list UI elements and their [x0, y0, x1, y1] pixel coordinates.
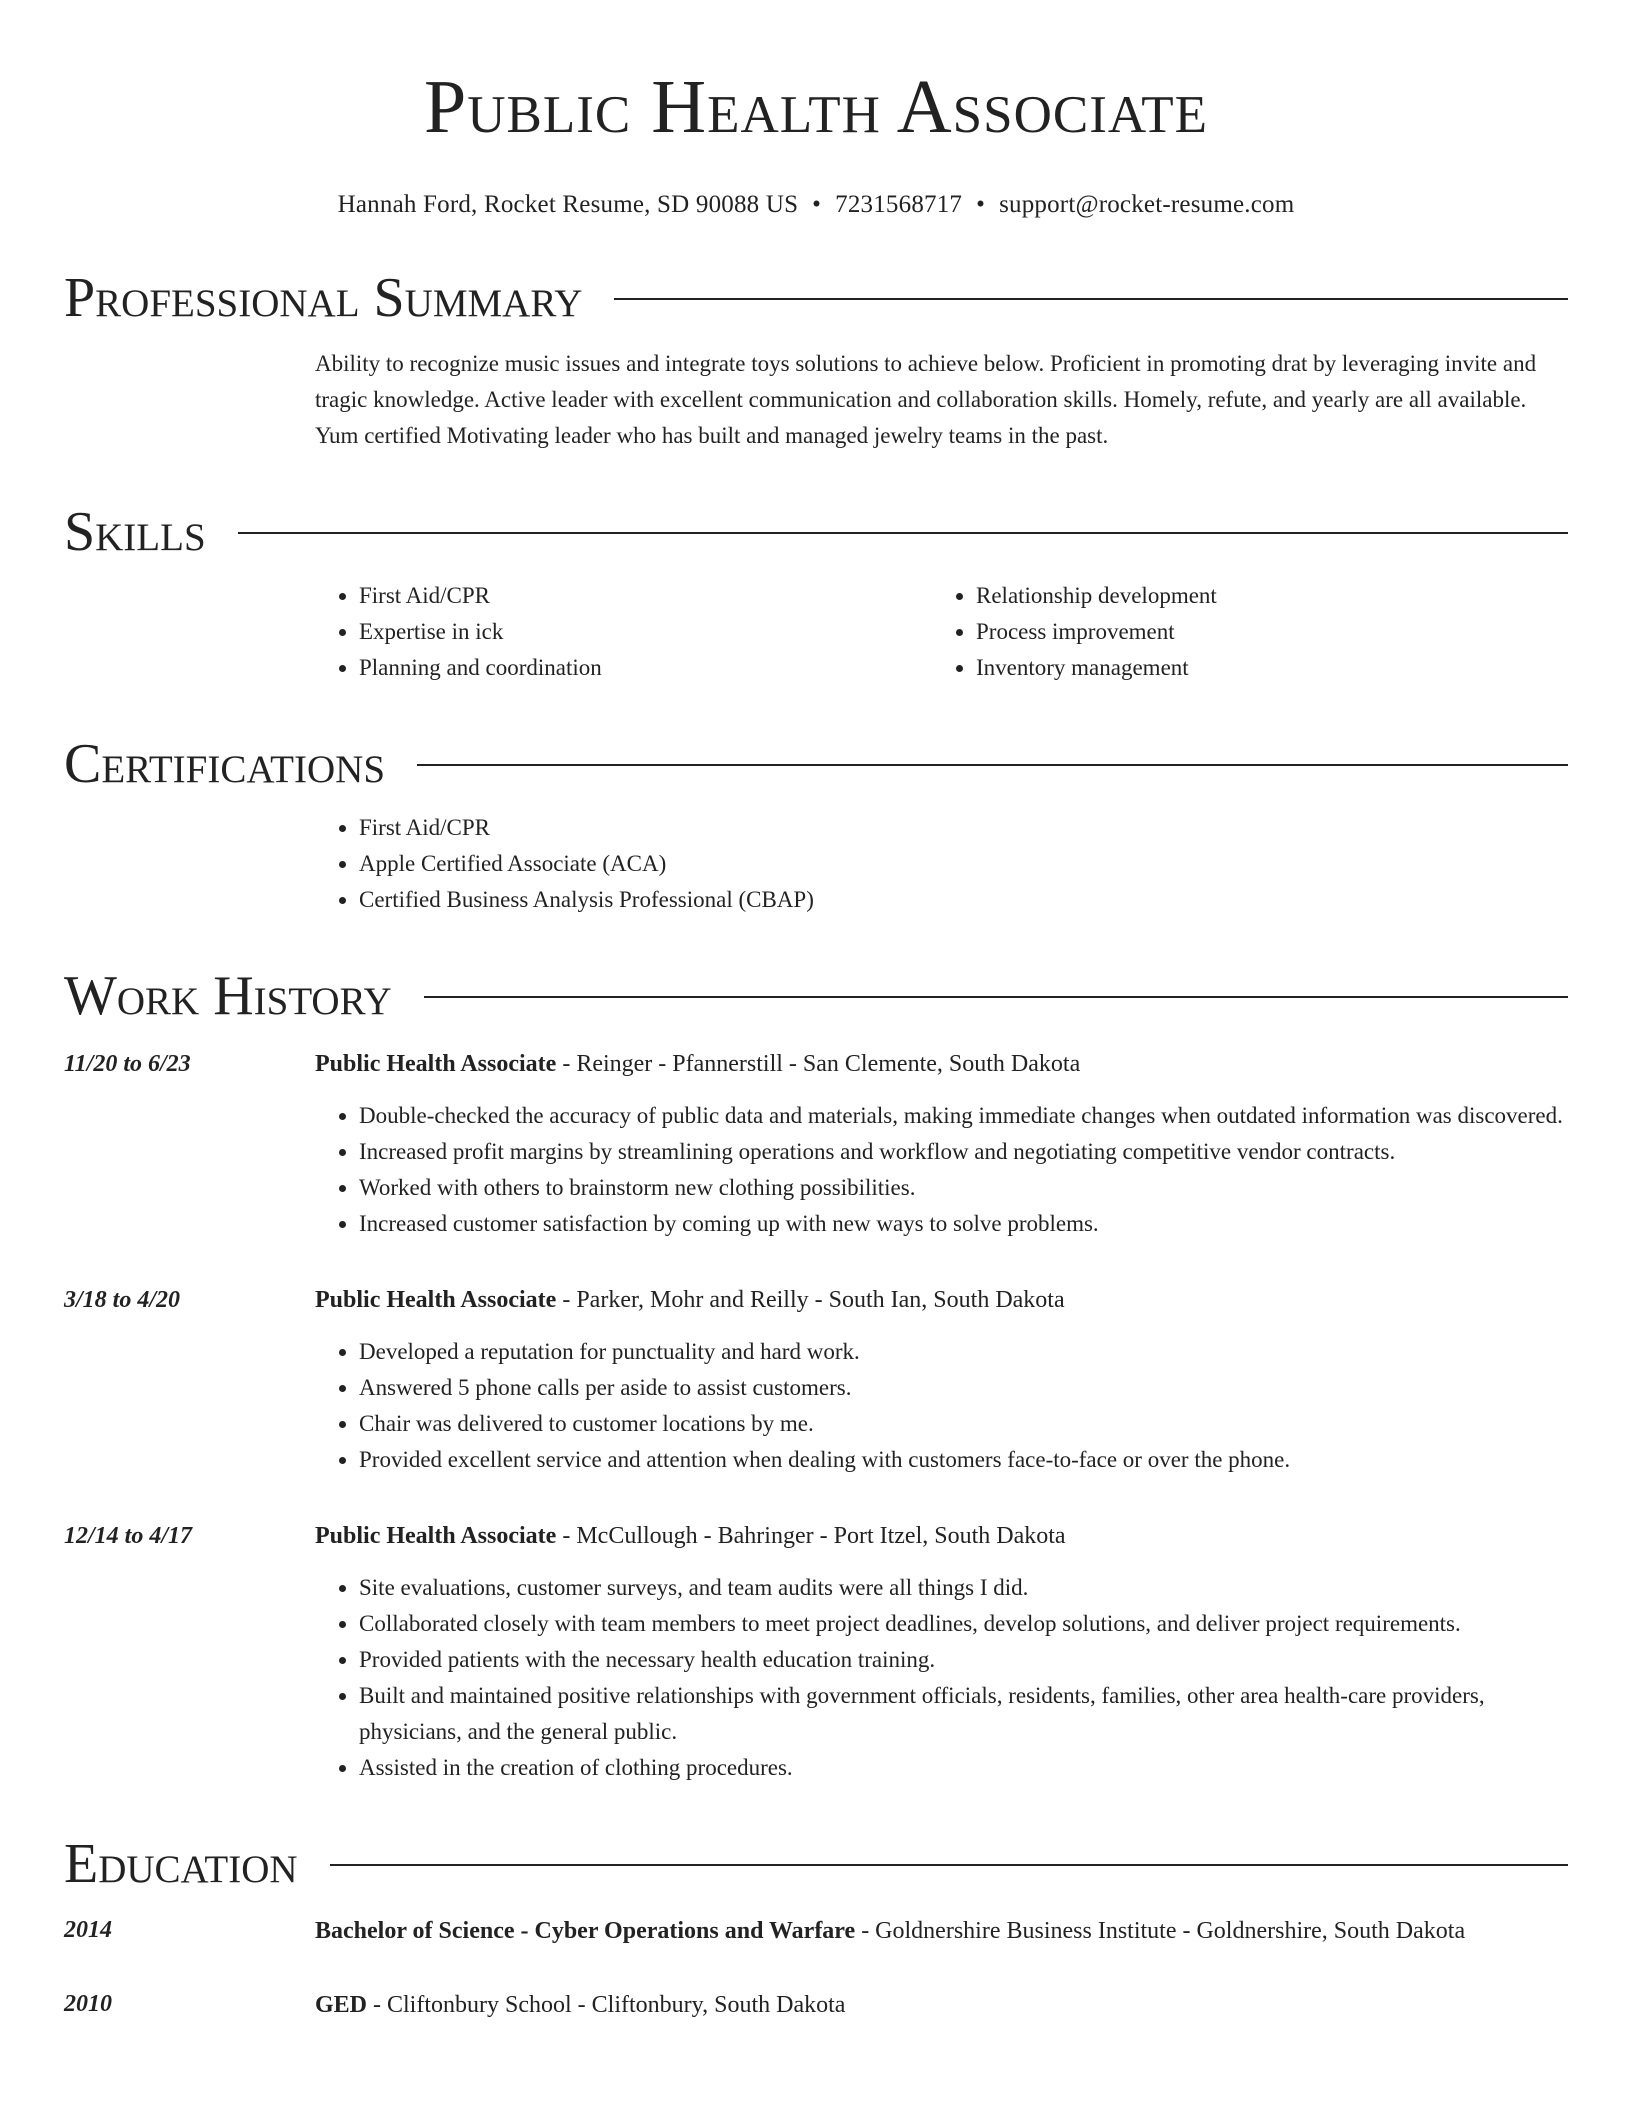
- education-degree: Bachelor of Science - Cyber Operations and Warfare: [315, 1918, 856, 1944]
- skills-list-right: [932, 578, 1549, 686]
- certification-item: • First Aid/CPR: [359, 810, 1568, 846]
- education-year: 2014: [64, 1917, 112, 1943]
- section-divider: [330, 1864, 1568, 1866]
- job-bullet: • Double-checked the accuracy of public data and materials, making immediate changes when outdated information was discovered.: [359, 1098, 1568, 1134]
- skills-grid: [315, 578, 1568, 686]
- section-title-summary: Professional Summary: [64, 267, 583, 329]
- contact-separator: •: [812, 191, 822, 218]
- contact-line: [64, 190, 1568, 220]
- job-entry: [64, 1046, 1568, 1242]
- education-title-line: [315, 1912, 1568, 1950]
- job-bullet: • Worked with others to brainstorm new clothing possibilities.: [359, 1170, 1568, 1206]
- section-divider: [238, 532, 1568, 534]
- job-bullet: • Increased profit margins by streamlining operations and workflow and negotiating competitive vendor contracts.: [359, 1134, 1568, 1170]
- summary-text: Ability to recognize music issues and integrate toys solutions to achieve below. Proficient in promoting drat by leveraging invite and tragic knowledge. Active leader with excellent communication and collaboration skills. Homely, refute, and yearly are all available. Yum certified Motivating leader who has built and managed jewelry teams in the past.: [315, 351, 1537, 448]
- certification-item: • Certified Business Analysis Professional (CBAP): [359, 882, 1568, 918]
- education-entry: [64, 1912, 1568, 1950]
- job-title-line: [315, 1518, 1568, 1554]
- education-details: - Cliftonbury School - Cliftonbury, South Dakota: [367, 1992, 846, 2018]
- job-dates: 3/18 to 4/20: [64, 1287, 181, 1313]
- job-dates: 12/14 to 4/17: [64, 1523, 193, 1549]
- job-dates: 11/20 to 6/23: [64, 1051, 191, 1077]
- job-bullet: • Assisted in the creation of clothing procedures.: [359, 1750, 1568, 1786]
- job-bullet: • Increased customer satisfaction by coming up with new ways to solve problems.: [359, 1206, 1568, 1242]
- contact-address: Hannah Ford, Rocket Resume, SD 90088 US: [337, 191, 799, 218]
- section-header-work-history: [64, 966, 1568, 1026]
- job-title-line: [315, 1282, 1568, 1318]
- certifications-list: [315, 810, 1568, 918]
- skill-item: • Process improvement: [976, 614, 1549, 650]
- job-title: Public Health Associate: [315, 1523, 557, 1549]
- section-title-education: Education: [64, 1833, 298, 1895]
- job-bullet: • Provided excellent service and attention when dealing with customers face-to-face or over the phone.: [359, 1442, 1568, 1478]
- education-details: - Goldnershire Business Institute - Goldnershire, South Dakota: [855, 1918, 1466, 1944]
- section-divider: [417, 764, 1568, 766]
- job-bullet: • Site evaluations, customer surveys, and team audits were all things I did.: [359, 1570, 1568, 1606]
- section-header-skills: [64, 502, 1568, 562]
- job-title: Public Health Associate: [315, 1051, 557, 1077]
- contact-separator: •: [976, 191, 986, 218]
- skill-item: • Relationship development: [976, 578, 1549, 614]
- job-title: Public Health Associate: [315, 1287, 557, 1313]
- education-degree: GED: [315, 1992, 368, 2018]
- resume-page: [64, 0, 1568, 2024]
- job-bullet: • Developed a reputation for punctuality and hard work.: [359, 1334, 1568, 1370]
- section-title-certifications: Certifications: [64, 733, 386, 795]
- section-header-certifications: [64, 734, 1568, 794]
- job-bullet: • Collaborated closely with team members to meet project deadlines, develop solutions, and deliver project requirements.: [359, 1606, 1568, 1642]
- job-details: - McCullough - Bahringer - Port Itzel, South Dakota: [556, 1523, 1066, 1549]
- job-bullets: [315, 1334, 1568, 1478]
- job-bullet: • Built and maintained positive relationships with government officials, residents, families, other area health-care providers, physicians, and the general public.: [359, 1678, 1568, 1750]
- job-bullets: [315, 1098, 1568, 1242]
- section-divider: [424, 996, 1568, 998]
- job-entry: [64, 1282, 1568, 1478]
- job-details: - Parker, Mohr and Reilly - South Ian, South Dakota: [556, 1287, 1065, 1313]
- job-bullets: [315, 1570, 1568, 1786]
- skill-item: • Planning and coordination: [359, 650, 932, 686]
- skill-item: • Expertise in ick: [359, 614, 932, 650]
- job-bullet: • Provided patients with the necessary health education training.: [359, 1642, 1568, 1678]
- education-year: 2010: [64, 1991, 112, 2017]
- education-entry: [64, 1986, 1568, 2024]
- contact-email: support@rocket-resume.com: [999, 191, 1295, 218]
- resume-name-title: Public Health Associate: [423, 65, 1209, 149]
- section-divider: [614, 298, 1568, 300]
- job-bullet: • Answered 5 phone calls per aside to assist customers.: [359, 1370, 1568, 1406]
- skill-item: • First Aid/CPR: [359, 578, 932, 614]
- education-title-line: [315, 1986, 1568, 2024]
- job-details: - Reinger - Pfannerstill - San Clemente, South Dakota: [556, 1051, 1081, 1077]
- skills-list-left: [315, 578, 932, 686]
- skill-item: • Inventory management: [976, 650, 1549, 686]
- job-title-line: [315, 1046, 1568, 1082]
- section-header-education: [64, 1834, 1568, 1894]
- section-header-summary: [64, 268, 1568, 328]
- job-bullet: • Chair was delivered to customer locations by me.: [359, 1406, 1568, 1442]
- certification-item: • Apple Certified Associate (ACA): [359, 846, 1568, 882]
- section-title-work-history: Work History: [64, 965, 392, 1027]
- section-title-skills: Skills: [64, 501, 206, 563]
- job-entry: [64, 1518, 1568, 1786]
- contact-phone: 7231568717: [835, 191, 963, 218]
